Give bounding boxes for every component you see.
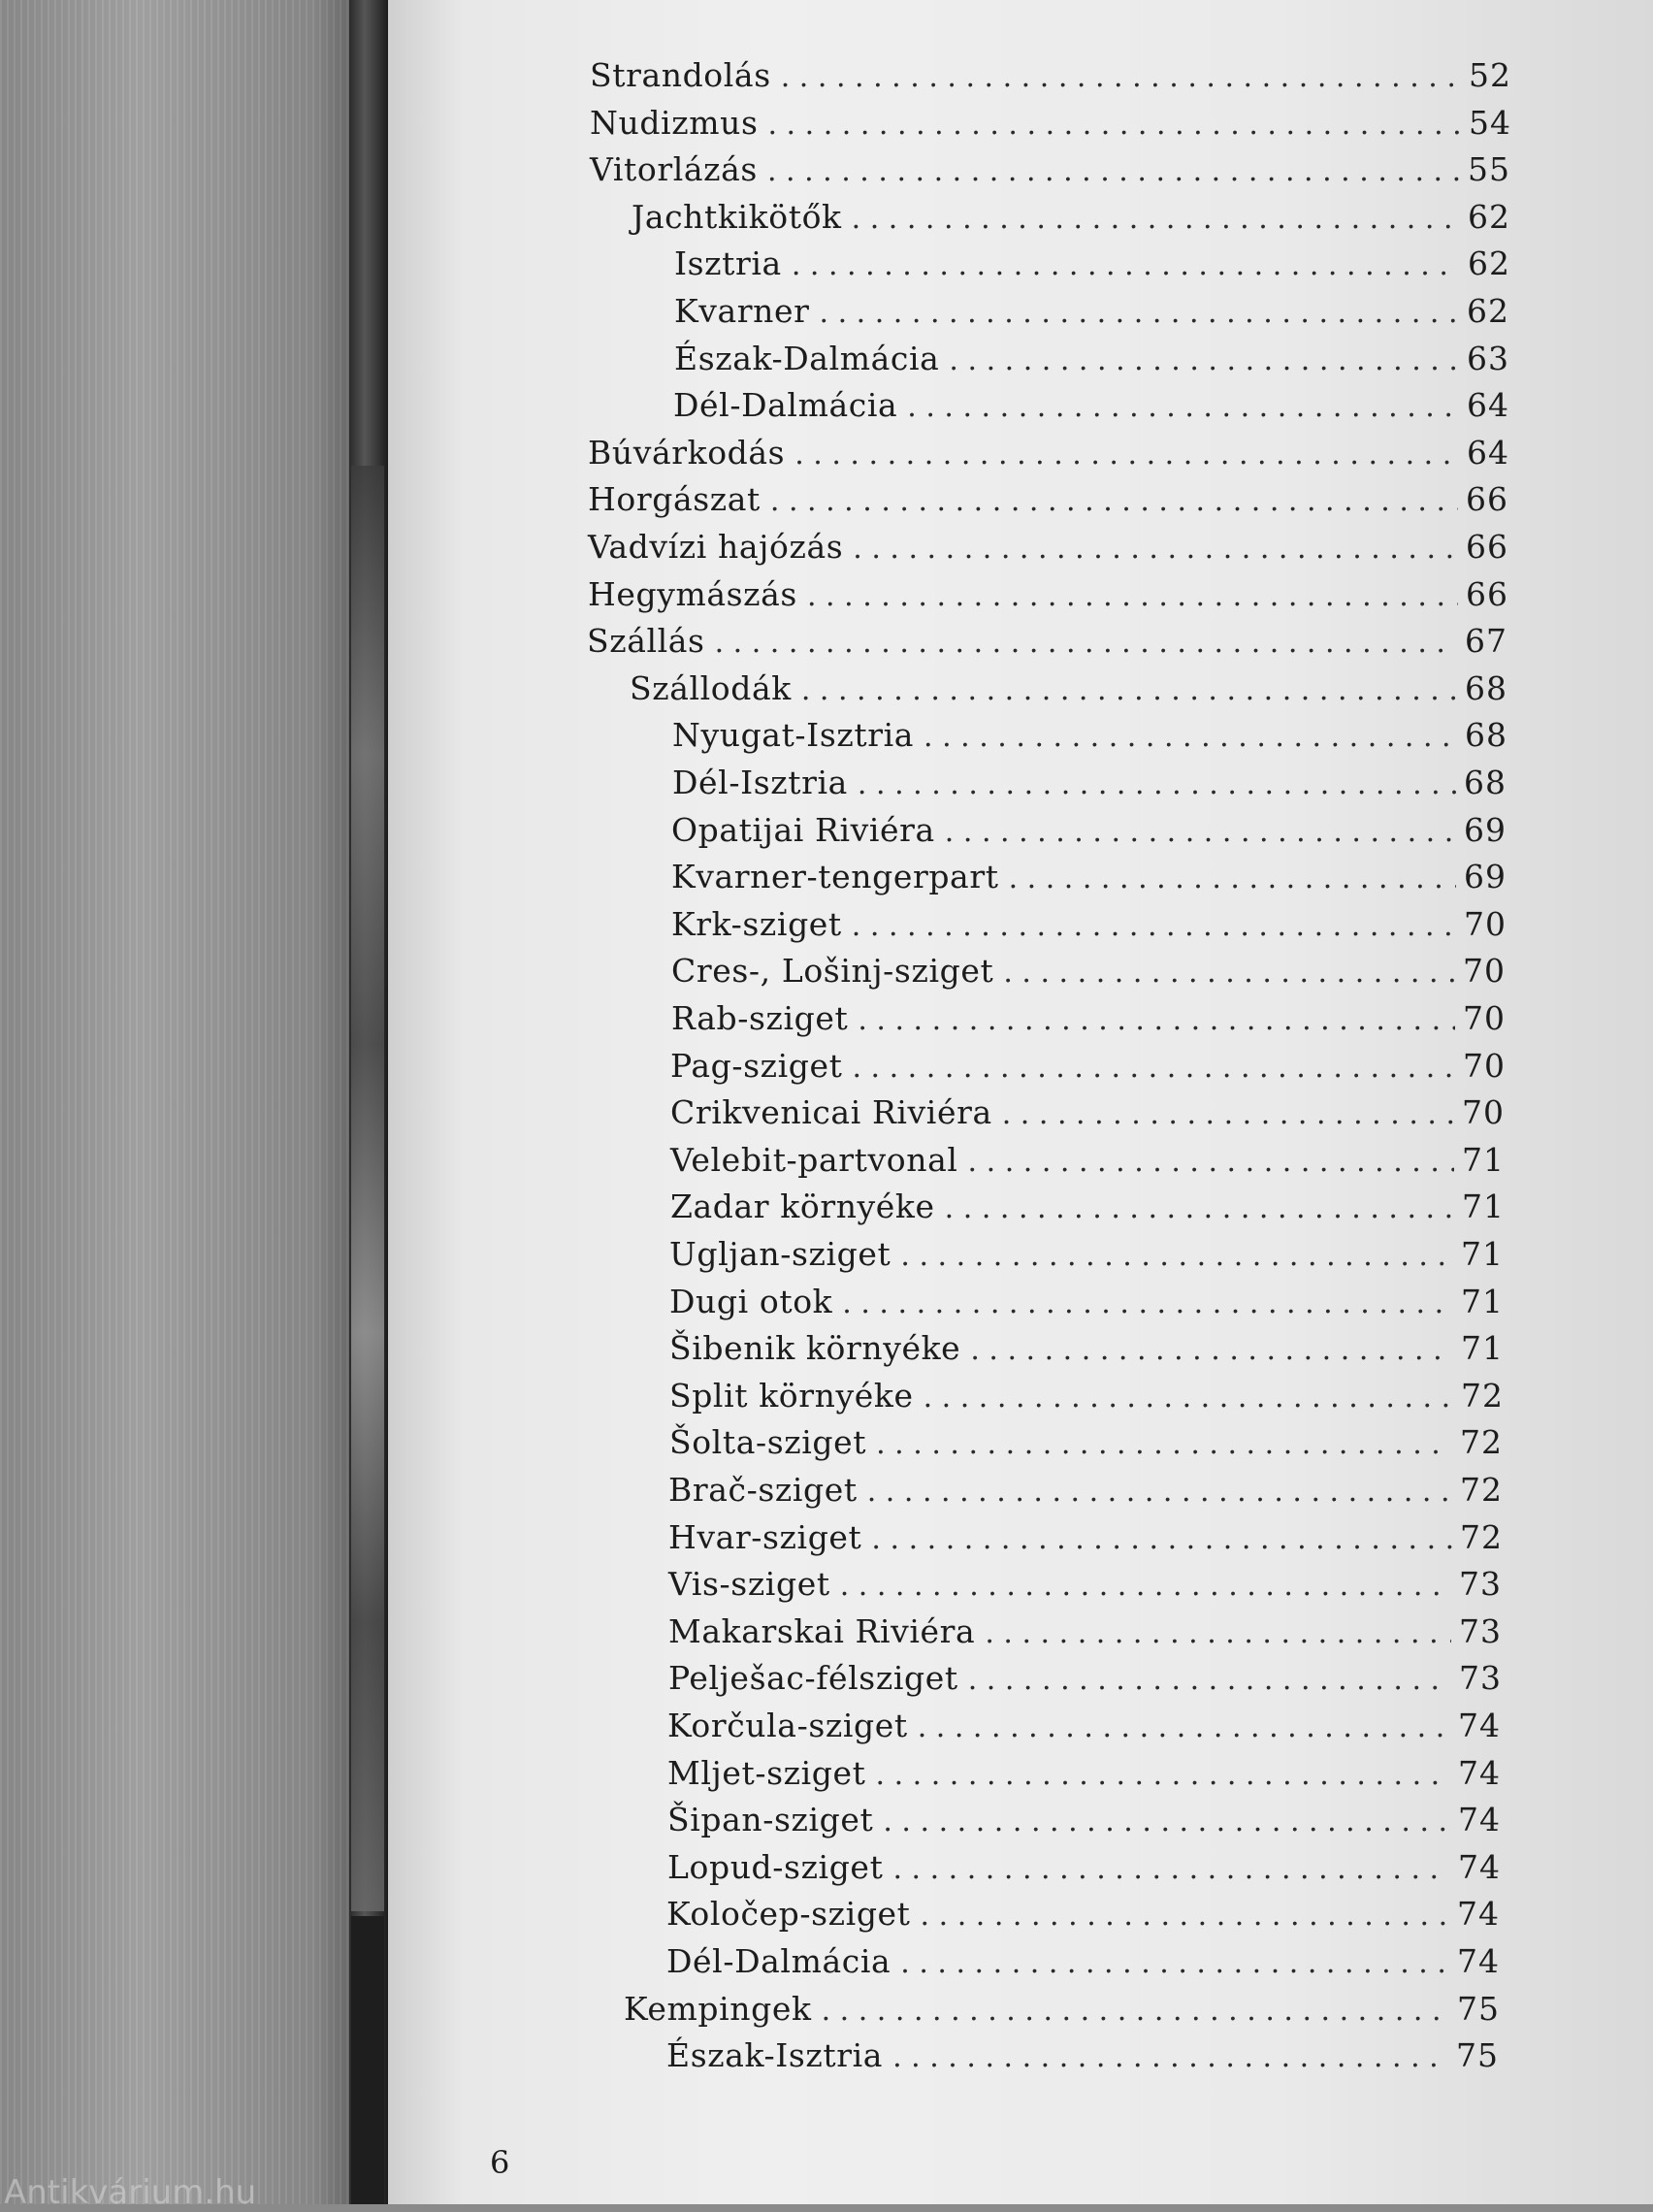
toc-entry-title: Búvárkodás: [588, 434, 786, 472]
toc-entry: [672, 762, 1507, 804]
toc-entry-page: 68: [1465, 669, 1507, 707]
toc-entry-title: Pag-sziget: [670, 1047, 843, 1085]
toc-entry-page: 73: [1459, 1565, 1502, 1603]
toc-leader-dots: [781, 56, 1461, 99]
toc-entry-page: 72: [1460, 1471, 1503, 1509]
toc-leader-dots: [924, 716, 1457, 759]
toc-entry: [588, 478, 1508, 521]
toc-entry: [668, 1469, 1503, 1512]
toc-entry-page: 62: [1468, 198, 1510, 236]
toc-entry-page: 72: [1460, 1518, 1503, 1556]
toc-leader-dots: [852, 905, 1456, 948]
toc-entry: [673, 384, 1509, 427]
toc-entry-page: 66: [1466, 480, 1508, 518]
toc-entry-page: 72: [1460, 1423, 1503, 1461]
toc-leader-dots: [1009, 858, 1456, 900]
toc-entry-page: 70: [1463, 1047, 1506, 1085]
toc-entry-page: 74: [1458, 1848, 1501, 1886]
toc-leader-dots: [1003, 952, 1455, 994]
toc-leader-dots: [921, 1895, 1449, 1937]
toc-entry-page: 69: [1464, 858, 1507, 895]
toc-leader-dots: [945, 1187, 1454, 1230]
toc-entry: [587, 620, 1507, 663]
toc-entry-page: 74: [1457, 1895, 1500, 1933]
toc-entry-title: Hegymászás: [588, 575, 797, 613]
toc-entry-page: 74: [1457, 1942, 1500, 1980]
toc-entry: [590, 148, 1510, 191]
toc-leader-dots: [852, 1047, 1455, 1090]
toc-entry-page: 66: [1466, 528, 1508, 566]
toc-entry-page: 74: [1458, 1801, 1501, 1838]
toc-entry-title: Kvarner-tengerpart: [671, 858, 999, 895]
toc-entry-page: 62: [1467, 292, 1509, 330]
toc-leader-dots: [840, 1565, 1451, 1608]
toc-leader-dots: [770, 480, 1458, 523]
toc-entry-page: 69: [1464, 811, 1507, 849]
toc-entry: [624, 1988, 1500, 2031]
toc-leader-dots: [801, 669, 1457, 712]
toc-entry: [666, 1940, 1500, 1983]
toc-entry-title: Dél-Dalmácia: [666, 1942, 891, 1980]
toc-entry-page: 72: [1461, 1377, 1504, 1415]
toc-entry: [588, 526, 1508, 569]
toc-entry-title: Hvar-sziget: [668, 1518, 862, 1556]
toc-entry-page: 68: [1464, 764, 1507, 801]
toc-entry: [590, 54, 1511, 97]
toc-entry: [666, 1893, 1500, 1936]
toc-entry-title: Krk-sziget: [671, 905, 842, 943]
toc-leader-dots: [968, 1141, 1454, 1184]
toc-entry: [668, 1516, 1503, 1559]
toc-entry-page: 74: [1458, 1707, 1501, 1744]
toc-entry-title: Opatijai Riviéra: [671, 811, 935, 849]
toc-entry-title: Jachtkikötők: [632, 198, 842, 236]
toc-entry-page: 62: [1468, 244, 1510, 282]
toc-leader-dots: [900, 1235, 1453, 1278]
toc-entry-page: 64: [1467, 434, 1509, 472]
toc-entry-title: Zadar környéke: [670, 1187, 935, 1225]
toc-entry-title: Korčula-sziget: [667, 1707, 908, 1744]
toc-entry: [666, 2034, 1499, 2077]
toc-entry: [674, 290, 1509, 333]
toc-entry-title: Észak-Isztria: [666, 2036, 884, 2074]
toc-leader-dots: [876, 1754, 1450, 1797]
toc-entry-title: Dél-Dalmácia: [673, 386, 898, 424]
toc-entry-title: Velebit-partvonal: [670, 1141, 958, 1179]
toc-entry: [670, 1045, 1506, 1088]
toc-entry-title: Kempingek: [624, 1990, 812, 2028]
toc-entry-page: 55: [1468, 150, 1510, 188]
toc-entry-page: 74: [1458, 1754, 1501, 1792]
toc-entry: [671, 856, 1507, 898]
toc-entry-title: Szállás: [587, 622, 705, 660]
toc-entry-page: 52: [1469, 56, 1511, 94]
toc-entry-page: 70: [1463, 999, 1506, 1037]
toc-entry: [674, 338, 1509, 380]
toc-leader-dots: [820, 292, 1459, 335]
toc-entry: [674, 243, 1510, 285]
toc-entry-page: 64: [1467, 386, 1509, 424]
toc-entry: [670, 1139, 1505, 1182]
toc-entry-title: Horgászat: [588, 480, 761, 518]
watermark: Antikvárium.hu: [4, 2173, 257, 2212]
toc-leader-dots: [853, 528, 1458, 570]
toc-entry-page: 75: [1457, 1990, 1500, 2028]
toc-leader-dots: [715, 622, 1457, 665]
toc-entry: [670, 1186, 1505, 1228]
toc-leader-dots: [907, 386, 1459, 429]
page-number: 6: [490, 2144, 510, 2181]
toc-entry-title: Vis-sziget: [668, 1565, 830, 1603]
toc-entry: [588, 573, 1508, 616]
toc-entry-title: Vadvízi hajózás: [588, 528, 844, 566]
toc-entry-title: Isztria: [674, 244, 782, 282]
toc-entry: [588, 432, 1509, 474]
toc-entry-page: 67: [1465, 622, 1507, 660]
toc-leader-dots: [792, 244, 1460, 287]
toc-entry-page: 71: [1461, 1329, 1504, 1367]
toc-leader-dots: [900, 1942, 1449, 1985]
toc-leader-dots: [767, 150, 1460, 193]
toc-entry: [667, 1752, 1501, 1795]
toc-leader-dots: [867, 1471, 1452, 1513]
toc-entry-page: 73: [1459, 1659, 1502, 1697]
toc-entry-title: Rab-sziget: [671, 999, 849, 1037]
toc-entry-title: Cres-, Lošinj-sziget: [671, 952, 994, 990]
toc-entry-page: 70: [1462, 1093, 1505, 1131]
toc-entry-title: Šibenik környéke: [669, 1329, 961, 1367]
toc-leader-dots: [794, 434, 1459, 476]
toc-leader-dots: [949, 340, 1459, 382]
toc-entry: [668, 1563, 1502, 1606]
toc-entry-title: Makarskai Riviéra: [668, 1612, 976, 1650]
toc-entry-title: Koločep-sziget: [666, 1895, 911, 1933]
toc-leader-dots: [945, 811, 1456, 854]
toc-entry-title: Pelješac-félsziget: [668, 1659, 958, 1697]
toc-leader-dots: [968, 1659, 1451, 1702]
toc-entry-title: Šipan-sziget: [667, 1801, 874, 1838]
toc-leader-dots: [822, 1990, 1449, 2033]
toc-entry: [668, 1657, 1502, 1700]
toc-entry-title: Szállodák: [630, 669, 792, 707]
toc-entry: [669, 1233, 1504, 1276]
toc-entry: [630, 667, 1507, 710]
toc-leader-dots: [767, 104, 1461, 146]
toc-leader-dots: [858, 764, 1456, 806]
toc-entry-title: Vitorlázás: [590, 150, 758, 188]
toc-entry-title: Brač-sziget: [668, 1471, 858, 1509]
toc-entry-page: 75: [1456, 2036, 1499, 2074]
toc-leader-dots: [1002, 1093, 1454, 1136]
toc-entry-page: 66: [1466, 575, 1508, 613]
toc-entry-title: Nudizmus: [590, 104, 759, 142]
toc-leader-dots: [883, 1801, 1450, 1843]
toc-entry-page: 68: [1465, 716, 1507, 754]
toc-entry: [632, 196, 1510, 239]
toc-entry-title: Strandolás: [590, 56, 771, 94]
toc-entry-title: Dugi otok: [669, 1283, 833, 1320]
toc-entry: [590, 102, 1511, 145]
toc-entry-title: Šolta-sziget: [669, 1423, 867, 1461]
toc-entry: [668, 1610, 1502, 1653]
toc-leader-dots: [842, 1283, 1453, 1325]
toc-leader-dots: [892, 1848, 1450, 1891]
toc-leader-dots: [858, 999, 1455, 1042]
toc-leader-dots: [924, 1377, 1453, 1419]
toc-leader-dots: [852, 198, 1460, 241]
toc-entry-page: 54: [1469, 104, 1511, 142]
toc-entry: [671, 950, 1506, 992]
toc-entry-page: 63: [1467, 340, 1509, 377]
toc-entry: [667, 1799, 1501, 1841]
toc-entry: [669, 1375, 1504, 1417]
toc-entry-page: 71: [1461, 1235, 1504, 1273]
toc-entry: [669, 1421, 1503, 1464]
toc-entry: [669, 1281, 1504, 1323]
toc-entry-title: Dél-Isztria: [672, 764, 848, 801]
toc-leader-dots: [970, 1329, 1453, 1372]
toc-leader-dots: [892, 2036, 1448, 2079]
toc-entry: [667, 1705, 1501, 1747]
toc-entry-page: 70: [1463, 952, 1506, 990]
toc-entry: [667, 1846, 1501, 1889]
toc-leader-dots: [918, 1707, 1450, 1749]
toc-entry-title: Kvarner: [674, 292, 810, 330]
toc-entry-title: Ugljan-sziget: [669, 1235, 891, 1273]
toc-leader-dots: [807, 575, 1458, 618]
toc-entry-page: 70: [1464, 905, 1507, 943]
toc-entry-title: Crikvenicai Riviéra: [670, 1093, 992, 1131]
toc-leader-dots: [985, 1612, 1451, 1655]
toc-entry-title: Lopud-sziget: [667, 1848, 884, 1886]
toc-entry-title: Nyugat-Isztria: [672, 716, 915, 754]
toc-entry: [671, 809, 1507, 852]
toc-entry-page: 71: [1461, 1283, 1504, 1320]
toc-leader-dots: [876, 1423, 1452, 1466]
toc-entry-page: 71: [1462, 1141, 1505, 1179]
toc-entry-page: 71: [1462, 1187, 1505, 1225]
toc-entry: [671, 997, 1506, 1040]
toc-leader-dots: [871, 1518, 1452, 1561]
toc-entry: [671, 903, 1507, 946]
toc-entry-title: Észak-Dalmácia: [674, 340, 940, 377]
toc-entry: [670, 1091, 1505, 1134]
toc-entry-page: 73: [1459, 1612, 1502, 1650]
toc-entry: [669, 1327, 1504, 1370]
toc-entry-title: Mljet-sziget: [667, 1754, 866, 1792]
toc-entry-title: Split környéke: [669, 1377, 914, 1415]
toc-entry: [672, 714, 1507, 757]
